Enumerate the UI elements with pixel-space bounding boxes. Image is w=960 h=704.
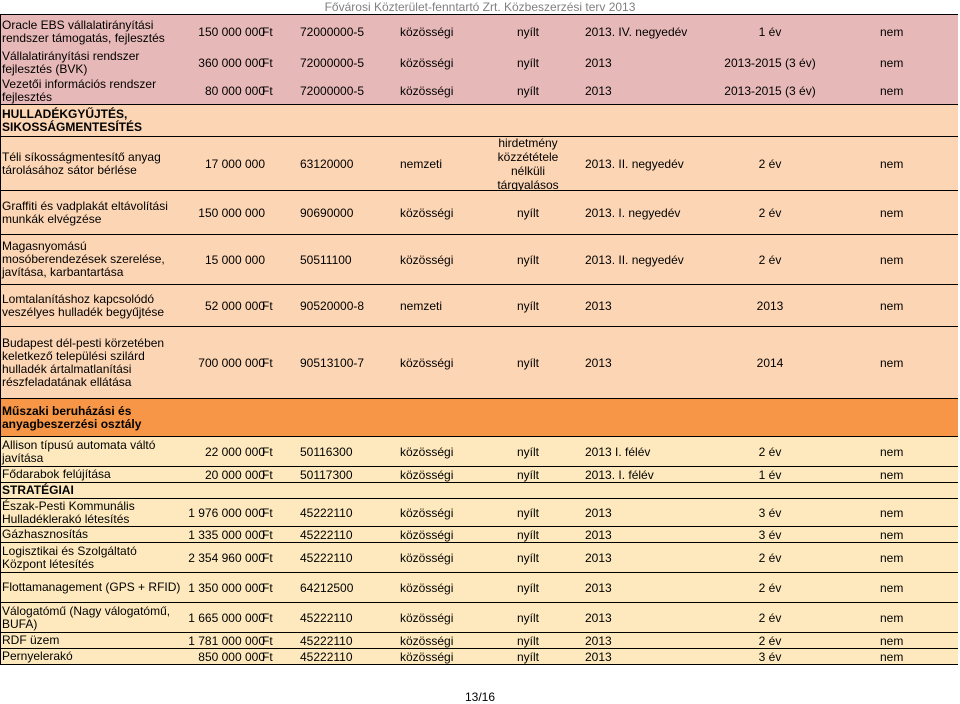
amount-cell: 80 000 000 <box>204 83 265 98</box>
row-name: RDF üzem <box>2 633 60 647</box>
amount-cell: 1 976 000 000 <box>188 505 265 520</box>
table-row <box>0 437 958 467</box>
table-row <box>0 573 958 603</box>
flag-cell: nem <box>880 467 904 482</box>
currency-cell: Ft <box>262 298 273 313</box>
row-name: Logisztikai és Szolgáltató Központ létesítés <box>2 543 137 571</box>
flag-cell: nem <box>880 355 904 370</box>
duration-cell: 3 év <box>758 505 782 520</box>
cpv-code-cell: 90690000 <box>300 205 354 220</box>
date-cell: 2013. II. negyedév <box>585 156 684 171</box>
currency-cell: Ft <box>262 527 273 542</box>
scope-cell: közösségi <box>400 610 454 625</box>
procedure-cell: nyílt <box>516 252 539 267</box>
amount-cell: 22 000 000 <box>204 444 265 459</box>
scope-cell: közösségi <box>400 527 454 542</box>
currency-cell: Ft <box>262 444 273 459</box>
amount-cell: 700 000 000 <box>198 355 265 370</box>
flag-cell: nem <box>880 252 904 267</box>
amount-cell: 1 350 000 000 <box>188 580 265 595</box>
amount-cell: 20 000 000 <box>204 467 265 482</box>
procedure-cell: nyílt <box>516 467 539 482</box>
currency-cell: Ft <box>262 25 273 39</box>
cpv-code-cell: 72000000-5 <box>300 56 365 70</box>
date-cell: 2013 <box>585 580 612 595</box>
date-cell: 2013. II. negyedév <box>585 252 684 267</box>
currency-cell: Ft <box>262 649 273 664</box>
duration-cell: 2 év <box>758 550 782 565</box>
amount-cell: 1 781 000 000 <box>188 633 265 648</box>
scope-cell: közösségi <box>400 467 454 482</box>
cpv-code-cell: 90520000-8 <box>300 298 365 313</box>
flag-cell: nem <box>880 156 904 171</box>
scope-cell: közösségi <box>400 550 454 565</box>
table-row <box>0 399 958 437</box>
date-cell: 2013 <box>585 610 612 625</box>
row-name: Vezetői információs rendszer fejlesztés <box>2 76 157 104</box>
currency-cell: Ft <box>262 580 273 595</box>
currency-cell: Ft <box>262 505 273 520</box>
table-row <box>0 649 958 665</box>
amount-cell: 2 354 960 000 <box>188 550 265 565</box>
row-name: Lomtalanításhoz kapcsolódó veszélyes hulladék begyűjtése <box>2 291 165 319</box>
row-name: Magasnyomású mosóberendezések szerelése, javítása, karbantartása <box>2 239 165 279</box>
row-name: Vállalatirányítási rendszer fejlesztés (BVK) <box>2 49 140 76</box>
procedure-cell: nyílt <box>516 527 539 542</box>
duration-cell: 2 év <box>758 205 782 220</box>
duration-cell: 3 év <box>758 649 782 664</box>
table-row <box>0 327 958 399</box>
duration-cell: 2 év <box>758 580 782 595</box>
amount-cell: 52 000 000 <box>204 298 265 313</box>
table-row <box>0 77 958 105</box>
table-row <box>0 235 958 285</box>
table-row <box>0 633 958 649</box>
scope-cell: közösségi <box>400 355 454 370</box>
procedure-cell: nyílt <box>516 610 539 625</box>
row-name: Graffiti és vadplakát eltávolítási munkák elvégzése <box>2 198 168 226</box>
cpv-code-cell: 64212500 <box>300 580 354 595</box>
duration-cell: 1 év <box>758 25 782 39</box>
table-row <box>0 105 958 137</box>
row-name: Oracle EBS vállalatirányítási rendszer támogatás, fejlesztés <box>2 18 165 45</box>
cpv-code-cell: 45222110 <box>300 633 353 648</box>
scope-cell: közösségi <box>400 580 454 595</box>
flag-cell: nem <box>880 505 904 520</box>
flag-cell: nem <box>880 633 904 648</box>
flag-cell: nem <box>880 550 904 565</box>
procedure-cell: nyílt <box>516 56 539 70</box>
row-name: Pernyelerakó <box>2 649 73 663</box>
row-name: STRATÉGIAI <box>2 483 74 497</box>
page-header <box>0 0 960 14</box>
row-name: Téli síkosságmentesítő anyag tárolásához sátor bérlése <box>2 149 161 177</box>
table-row <box>0 467 958 483</box>
date-cell: 2013. IV. negyedév <box>585 25 688 39</box>
date-cell: 2013 <box>585 527 612 542</box>
amount-cell: 1 665 000 000 <box>188 610 265 625</box>
amount-cell: 850 000 000 <box>198 649 265 664</box>
scope-cell: közösségi <box>400 252 454 267</box>
currency-cell: Ft <box>262 550 273 565</box>
date-cell: 2013 <box>585 633 612 648</box>
currency-cell: Ft <box>262 467 273 482</box>
procedure-cell: hirdetmény közzététele nélküli tárgyalásos <box>497 135 559 192</box>
cpv-code-cell: 45222110 <box>300 649 353 664</box>
table-row <box>0 543 958 573</box>
procedure-cell: nyílt <box>516 444 539 459</box>
row-name: Allison típusú automata váltó javítása <box>2 437 156 465</box>
flag-cell: nem <box>880 610 904 625</box>
row-name: Gázhasznosítás <box>2 527 89 541</box>
duration-cell: 1 év <box>758 467 782 482</box>
cpv-code-cell: 72000000-5 <box>300 25 365 39</box>
duration-cell: 3 év <box>758 527 782 542</box>
table-row <box>0 15 958 49</box>
cpv-code-cell: 45222110 <box>300 550 353 565</box>
page-number: 13/16 <box>464 690 496 704</box>
flag-cell: nem <box>880 580 904 595</box>
currency-cell: Ft <box>262 83 273 98</box>
flag-cell: nem <box>880 649 904 664</box>
date-cell: 2013 <box>585 505 612 520</box>
cpv-code-cell: 72000000-5 <box>300 83 365 98</box>
date-cell: 2013 <box>585 298 612 313</box>
table-row <box>0 191 958 235</box>
procurement-table <box>0 14 958 665</box>
table-row <box>0 527 958 543</box>
amount-cell: 150 000 000 <box>198 25 265 39</box>
scope-cell: közösségi <box>400 205 454 220</box>
table-row <box>0 483 958 499</box>
scope-cell: közösségi <box>400 505 454 520</box>
cpv-code-cell: 45222110 <box>300 610 353 625</box>
procedure-cell: nyílt <box>516 580 539 595</box>
amount-cell: 360 000 000 <box>198 56 265 70</box>
duration-cell: 2 év <box>758 610 782 625</box>
scope-cell: nemzeti <box>400 156 443 171</box>
table-row <box>0 285 958 327</box>
date-cell: 2013 I. félév <box>585 444 651 459</box>
procedure-cell: nyílt <box>516 550 539 565</box>
scope-cell: nemzeti <box>400 298 443 313</box>
duration-cell: 2014 <box>756 355 784 370</box>
table-row <box>0 49 958 77</box>
scope-cell: közösségi <box>400 649 454 664</box>
cpv-code-cell: 45222110 <box>300 527 353 542</box>
procedure-cell: nyílt <box>516 649 539 664</box>
procedure-cell: nyílt <box>516 83 539 98</box>
amount-cell: 150 000 000 <box>198 205 265 220</box>
row-name: Válogatómű (Nagy válogatómű, BUFA) <box>2 603 171 631</box>
flag-cell: nem <box>880 83 904 98</box>
date-cell: 2013 <box>585 355 612 370</box>
table-row <box>0 603 958 633</box>
currency-cell: Ft <box>262 633 273 648</box>
duration-cell: 2013-2015 (3 év) <box>724 83 816 98</box>
procedure-cell: nyílt <box>516 25 539 39</box>
procedure-cell: nyílt <box>516 205 539 220</box>
date-cell: 2013 <box>585 83 612 98</box>
scope-cell: közösségi <box>400 444 454 459</box>
duration-cell: 2 év <box>758 444 782 459</box>
procedure-cell: nyílt <box>516 505 539 520</box>
row-name: Budapest dél-pesti körzetében keletkező települési szilárd hulladék ártalmatlanítási részfeladatának ellátása <box>2 335 165 389</box>
scope-cell: közösségi <box>400 25 454 39</box>
date-cell: 2013 <box>585 649 612 664</box>
flag-cell: nem <box>880 56 904 70</box>
cpv-code-cell: 50116300 <box>300 444 353 459</box>
flag-cell: nem <box>880 25 904 39</box>
row-name: HULLADÉKGYŰJTÉS, SIKOSSÁGMENTESÍTÉS <box>2 106 143 134</box>
currency-cell: Ft <box>262 355 273 370</box>
procedure-cell: nyílt <box>516 298 539 313</box>
procedure-cell: nyílt <box>516 633 539 648</box>
duration-cell: 2 év <box>758 252 782 267</box>
date-cell: 2013. I. félév <box>585 467 654 482</box>
flag-cell: nem <box>880 444 904 459</box>
cpv-code-cell: 63120000 <box>300 156 354 171</box>
currency-cell: Ft <box>262 56 273 70</box>
currency-cell: Ft <box>262 610 273 625</box>
date-cell: 2013 <box>585 550 612 565</box>
duration-cell: 2 év <box>758 633 782 648</box>
table-row <box>0 137 958 191</box>
scope-cell: közösségi <box>400 56 454 70</box>
row-name: Észak-Pesti Kommunális Hulladéklerakó létesítés <box>2 498 135 526</box>
table-row <box>0 499 958 527</box>
flag-cell: nem <box>880 205 904 220</box>
row-name: Fődarabok felújítása <box>2 467 111 481</box>
scope-cell: közösségi <box>400 633 454 648</box>
procedure-cell: nyílt <box>516 355 539 370</box>
date-cell: 2013. I. negyedév <box>585 205 681 220</box>
cpv-code-cell: 45222110 <box>300 505 353 520</box>
duration-cell: 2013 <box>756 298 784 313</box>
cpv-code-cell: 50511100 <box>300 252 352 267</box>
amount-cell: 1 335 000 000 <box>188 527 265 542</box>
cpv-code-cell: 90513100-7 <box>300 355 365 370</box>
cpv-code-cell: 50117300 <box>300 467 353 482</box>
scope-cell: közösségi <box>400 83 454 98</box>
duration-cell: 2 év <box>758 156 782 171</box>
flag-cell: nem <box>880 298 904 313</box>
amount-cell: 17 000 000 <box>204 156 265 171</box>
row-name: Flottamanagement (GPS + RFID) <box>2 580 181 594</box>
duration-cell: 2013-2015 (3 év) <box>724 56 816 70</box>
row-name: Műszaki beruházási és anyagbeszerzési osztály <box>2 403 142 431</box>
header-title: Fővárosi Közterület-fenntartó Zrt. Közbeszerzési terv 2013 <box>324 0 636 14</box>
date-cell: 2013 <box>585 56 612 70</box>
flag-cell: nem <box>880 527 904 542</box>
amount-cell: 15 000 000 <box>204 252 265 267</box>
